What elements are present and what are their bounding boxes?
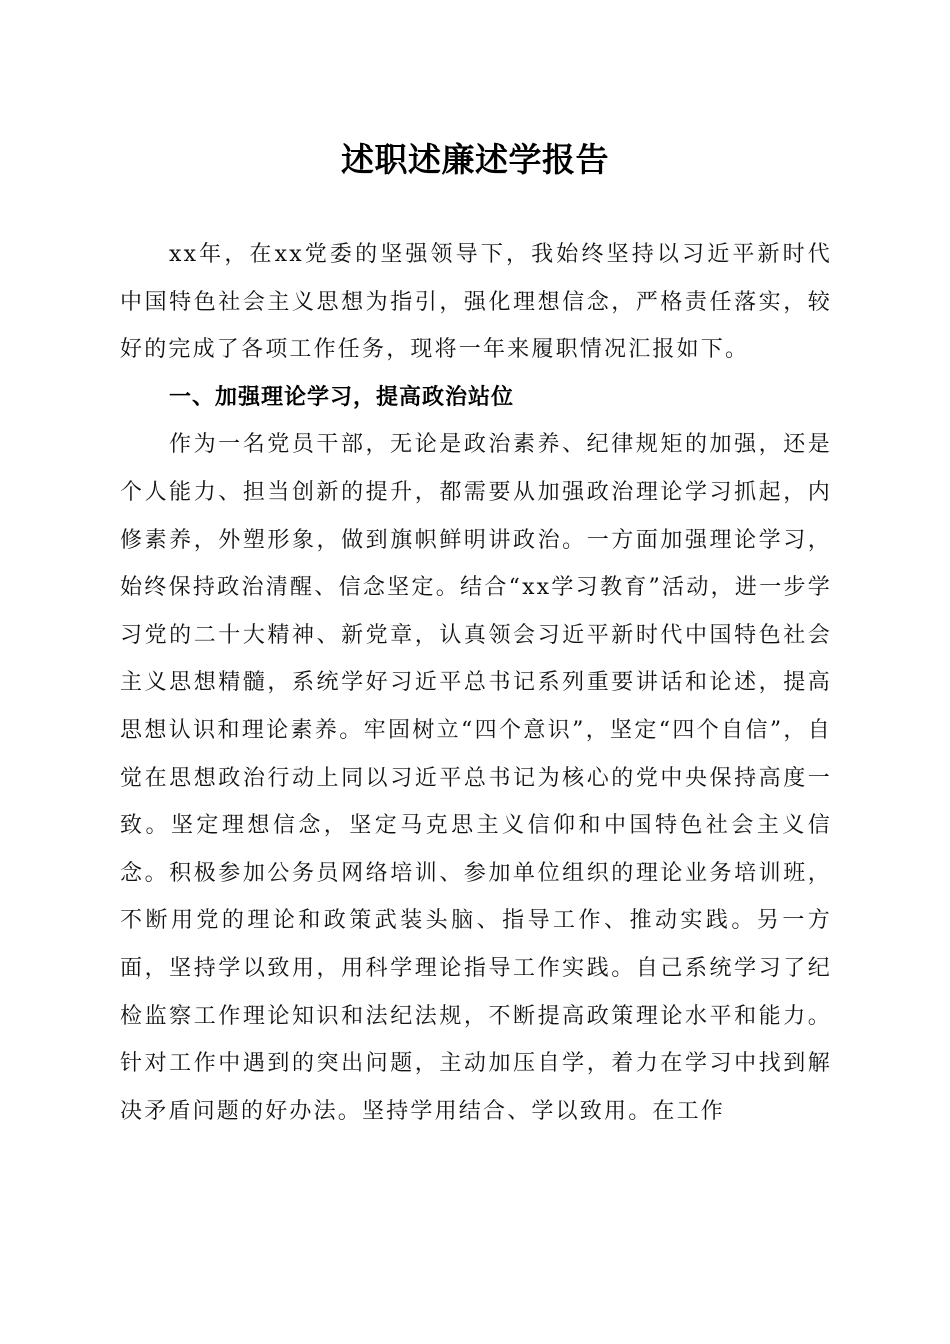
- document-title: 述职述廉述学报告: [341, 140, 609, 179]
- section-heading: 一、加强理论学习，提高政治站位: [169, 384, 515, 410]
- intro-paragraph: xx年，在xx党委的坚强领导下，我始终坚持以习近平新时代中国特色社会主义思想为指引，强化理想信念，严格责任落实，较好的完成了各项工作任务，现将一年来履职情况汇报如下。: [120, 242, 832, 363]
- section-paragraph: 作为一名党员干部，无论是政治素养、纪律规矩的加强，还是个人能力、担当创新的提升，都需要从加强政治理论学习抓起，内修素养，外塑形象，做到旗帜鲜明讲政治。一方面加强理论学习，始终保持政治清醒、信念坚定。结合“xx学习教育”活动，进一步学习党的二十大精神、新党章，认真领会习近平新时代中国特色社会主义思想精髓，系统学好习近平总书记系列重要讲话和论述，提高思想认识和理论素养。牢固树立“四个意识”，坚定“四个自信”，自觉在思想政治行动上同以习近平总书记为核心的党中央保持高度一致。坚定理想信念，坚定马克思主义信仰和中国特色社会主义信念。积极参加公务员网络培训、参加单位组织的理论业务培训班，不断用党的理论和政策武装头脑、指导工作、推动实践。另一方面，坚持学以致用，用科学理论指导工作实践。自己系统学习了纪检监察工作理论知识和法纪法规，不断提高政策理论水平和能力。针对工作中遇到的突出问题，主动加压自学，着力在学习中找到解决矛盾问题的好办法。坚持学用结合、学以致用。在工作: [120, 432, 832, 1124]
- document-body: [120, 231, 832, 1135]
